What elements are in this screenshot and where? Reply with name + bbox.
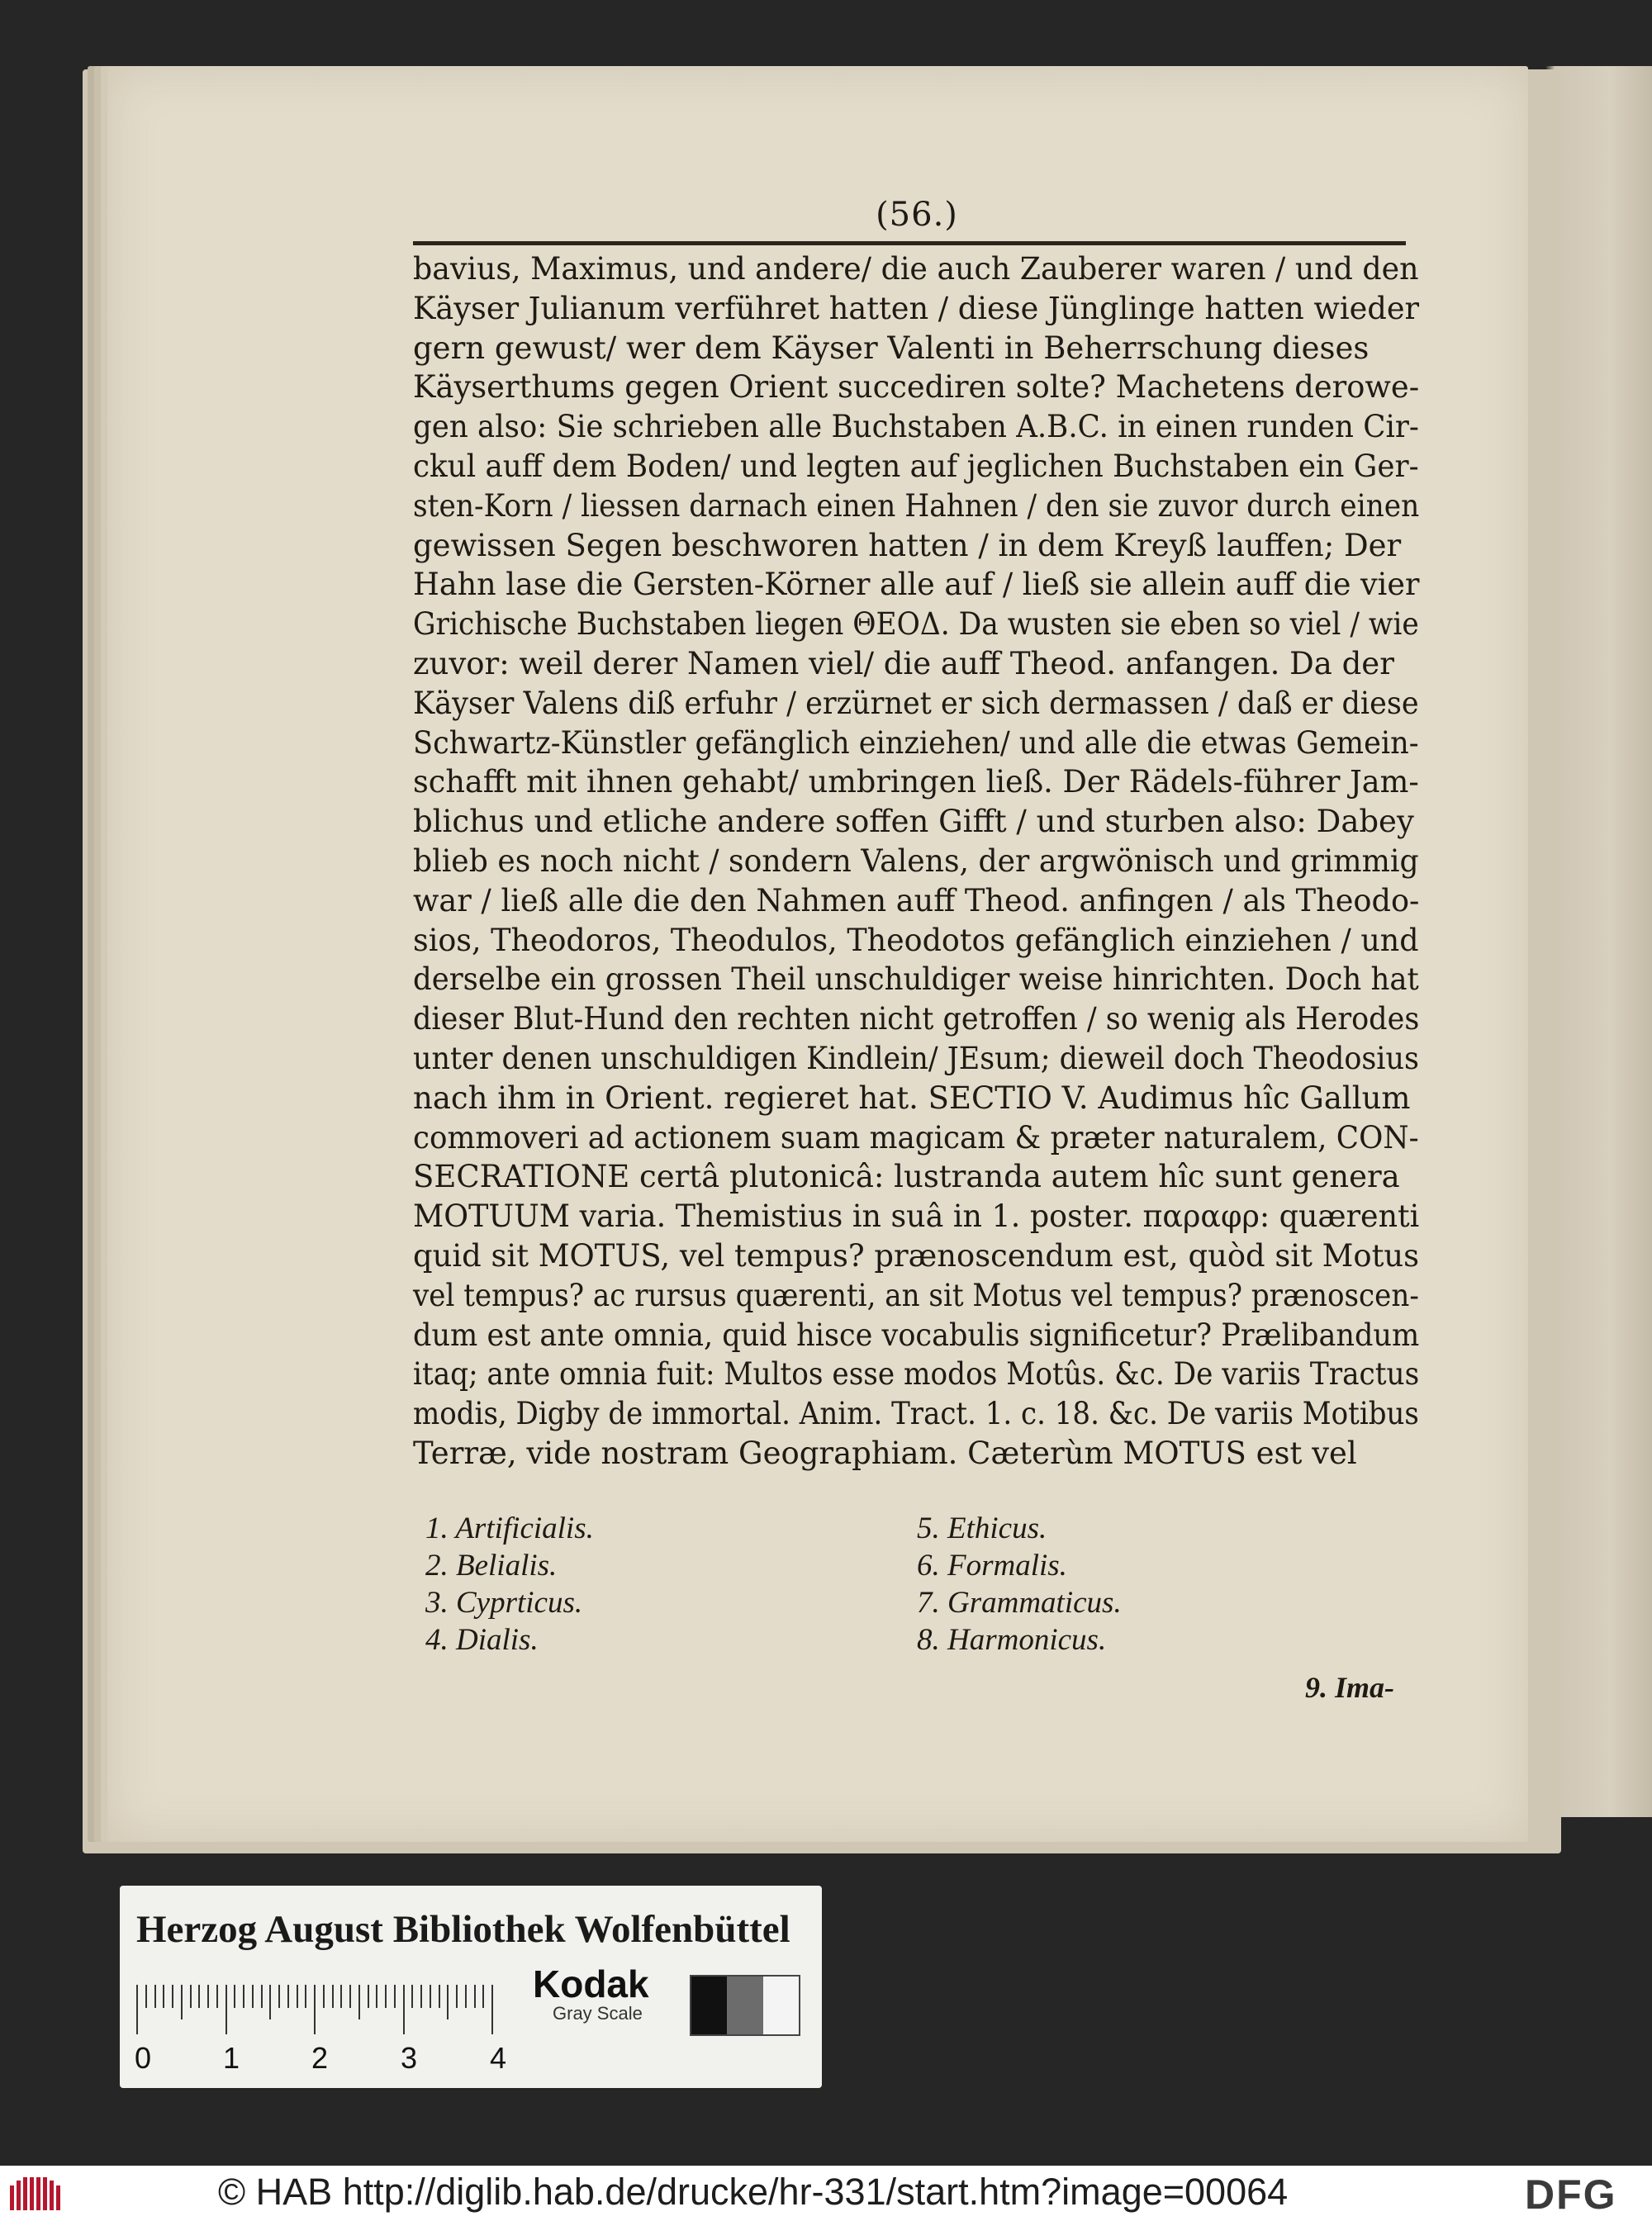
- hab-logo-icon: [8, 2174, 64, 2214]
- text-line: gen also: Sie schrieben alle Buchstaben A.B.C. in einen runden Cir-: [413, 409, 1419, 445]
- list-item: 1. Artificialis.: [425, 1512, 594, 1545]
- text-line: vel tempus? ac rursus quærenti, an sit Motus vel tempus? prænoscen-: [413, 1277, 1419, 1313]
- ruler-tick: [181, 1985, 183, 2019]
- catchword: 9. Ima-: [1305, 1671, 1394, 1704]
- list-item: 4. Dialis.: [425, 1623, 539, 1657]
- ruler-tick: [447, 1985, 449, 2019]
- ruler-tick: [198, 1985, 200, 2008]
- grayscale-label: Gray Scale: [553, 2003, 643, 2024]
- ruler-tick: [411, 1985, 413, 2008]
- text-line: Käyser Valens diß erfuhr / erzürnet er sich dermassen / daß er diese: [413, 685, 1419, 721]
- text-line: MOTUUM varia. Themistius in suâ in 1. poster. παραφρ: quærenti: [413, 1198, 1420, 1235]
- ruler-tick: [474, 1985, 476, 2008]
- swatch-black: [691, 1977, 727, 2034]
- text-line: ckul auff dem Boden/ und legten auf jeglichen Buchstaben ein Ger-: [413, 448, 1419, 484]
- text-line: zuvor: weil derer Namen viel/ die auff Theod. anfangen. Da der: [413, 645, 1394, 681]
- ruler-tick: [287, 1985, 289, 2008]
- ruler-tick: [323, 1985, 325, 2008]
- swatch-white: [763, 1977, 799, 2034]
- ruler-tick: [368, 1985, 369, 2008]
- ruler-tick: [314, 1985, 316, 2034]
- text-line: Terræ, vide nostram Geographiam. Cæterùm MOTUS est vel: [413, 1435, 1357, 1471]
- text-line: dum est ante omnia, quid hisce vocabulis significetur? Prælibandum: [413, 1317, 1420, 1353]
- ruler-tick: [136, 1985, 138, 2034]
- ruler-tick: [349, 1985, 351, 2008]
- header-rule: [413, 241, 1406, 245]
- ruler-tick: [252, 1985, 254, 2008]
- text-line: Hahn lase die Gersten-Körner alle auf / ließ sie allein auff die vier: [413, 567, 1420, 603]
- text-line: blichus und etliche andere soffen Gifft / und sturben also: Dabey: [413, 804, 1414, 840]
- list-item: 6. Formalis.: [917, 1549, 1067, 1583]
- text-line: SECRATIONE certâ plutonicâ: lustranda autem hîc sunt genera: [413, 1159, 1400, 1195]
- ruler-tick: [207, 1985, 209, 2008]
- list-item: 7. Grammaticus.: [917, 1586, 1122, 1620]
- text-line: commoveri ad actionem suam magicam & præter naturalem, CON-: [413, 1119, 1419, 1156]
- text-line: Schwartz-Künstler gefänglich einziehen/ und alle die etwas Gemein-: [413, 724, 1419, 761]
- list-item: 8. Harmonicus.: [917, 1623, 1107, 1657]
- ruler-tick: [234, 1985, 235, 2008]
- list-item: 2. Belialis.: [425, 1549, 558, 1583]
- list-item: 3. Cyprticus.: [425, 1586, 583, 1620]
- motus-list-left: [425, 1510, 838, 1659]
- text-line: war / ließ alle die den Nahmen auff Theod. anfingen / als Theodo-: [413, 882, 1420, 918]
- text-line: gewissen Segen beschworen hatten / in dem Kreyß lauffen; Der: [413, 527, 1402, 563]
- ruler-tick: [332, 1985, 334, 2008]
- ruler-tick: [439, 1985, 440, 2008]
- text-line: dieser Blut-Hund den rechten nicht getroffen / so wenig als Herodes: [413, 1001, 1420, 1037]
- text-line: itaq; ante omnia fuit: Multos esse modos Motûs. &c. De variis Tractus: [413, 1356, 1420, 1393]
- ruler-number: 2: [311, 2041, 329, 2075]
- ruler-tick: [385, 1985, 387, 2008]
- text-line: sios, Theodoros, Theodulos, Theodotos gefänglich einziehen / und: [413, 922, 1419, 958]
- ruler-tick: [465, 1985, 467, 2008]
- text-line: schafft mit ihnen gehabt/ umbringen ließ. Der Rädels-führer Jam-: [413, 764, 1419, 800]
- ruler-number: 1: [223, 2041, 240, 2075]
- ruler-tick: [269, 1985, 271, 2019]
- ruler-number: 0: [135, 2041, 152, 2075]
- library-name: Herzog August Bibliothek Wolfenbüttel: [136, 1908, 790, 1951]
- ruler-tick: [243, 1985, 244, 2008]
- ruler-tick: [491, 1985, 493, 2034]
- ruler-tick: [430, 1985, 431, 2008]
- list-item: 5. Ethicus.: [917, 1512, 1047, 1545]
- text-line: Käyser Julianum verführet hatten / diese Jünglinge hatten wieder: [413, 290, 1420, 326]
- gray-swatches: [690, 1975, 800, 2036]
- ruler-number: 4: [490, 2041, 507, 2075]
- scale-ruler: [136, 1977, 549, 2076]
- ruler-tick: [456, 1985, 458, 2008]
- text-line: blieb es noch nicht / sondern Valens, der argwönisch und grimmig: [413, 842, 1419, 879]
- ruler-tick: [154, 1985, 156, 2008]
- text-line: sten-Korn / liessen darnach einen Hahnen / den sie zuvor durch einen: [413, 487, 1420, 524]
- ruler-tick: [216, 1985, 218, 2008]
- ruler-tick: [163, 1985, 164, 2008]
- ruler-tick: [376, 1985, 377, 2008]
- ruler-tick: [190, 1985, 192, 2008]
- dfg-logo: DFG: [1525, 2171, 1617, 2218]
- footer-bar: [0, 2166, 1652, 2221]
- ruler-tick: [225, 1985, 227, 2034]
- ruler-tick: [482, 1985, 484, 2008]
- ruler-tick: [358, 1985, 360, 2019]
- ruler-tick: [305, 1985, 306, 2008]
- ruler-tick: [172, 1985, 173, 2008]
- ruler-number: 3: [401, 2041, 418, 2075]
- page-number: (56.): [876, 196, 958, 234]
- text-line: quid sit MOTUS, vel tempus? prænoscendum est, quòd sit Motus: [413, 1237, 1420, 1274]
- kodak-logo: Kodak: [533, 1962, 649, 2005]
- footer-citation: © HAB http://diglib.hab.de/drucke/hr-331/start.htm?image=00064: [218, 2171, 1289, 2213]
- ruler-tick: [420, 1985, 422, 2008]
- library-color-chart: [120, 1886, 822, 2088]
- text-line: Grichische Buchstaben liegen ΘΕΟΔ. Da wusten sie eben so viel / wie: [413, 606, 1419, 643]
- ruler-tick: [340, 1985, 342, 2008]
- swatch-gray: [727, 1977, 762, 2034]
- text-line: unter denen unschuldigen Kindlein/ JEsum; dieweil doch Theodosius: [413, 1040, 1419, 1076]
- body-text: [413, 249, 1419, 1474]
- text-line: nach ihm in Orient. regieret hat. SECTIO V. Audimus hîc Gallum: [413, 1080, 1411, 1116]
- text-line: Käyserthums gegen Orient succediren solte? Machetens derowe-: [413, 369, 1420, 406]
- ruler-tick: [403, 1985, 405, 2034]
- ruler-tick: [145, 1985, 147, 2008]
- ruler-tick: [278, 1985, 280, 2008]
- ruler-tick: [261, 1985, 263, 2008]
- text-line: bavius, Maximus, und andere/ die auch Zauberer waren / und den: [413, 251, 1419, 287]
- ruler-tick: [394, 1985, 396, 2008]
- ruler-tick: [297, 1985, 298, 2008]
- text-line: derselbe ein grossen Theil unschuldiger weise hinrichten. Doch hat: [413, 961, 1419, 998]
- facing-page-edge: [1546, 66, 1652, 1817]
- text-line: modis, Digby de immortal. Anim. Tract. 1. c. 18. &c. De variis Motibus: [413, 1396, 1419, 1432]
- motus-list-right: [917, 1510, 1330, 1659]
- text-line: gern gewust/ wer dem Käyser Valenti in Beherrschung dieses: [413, 330, 1370, 366]
